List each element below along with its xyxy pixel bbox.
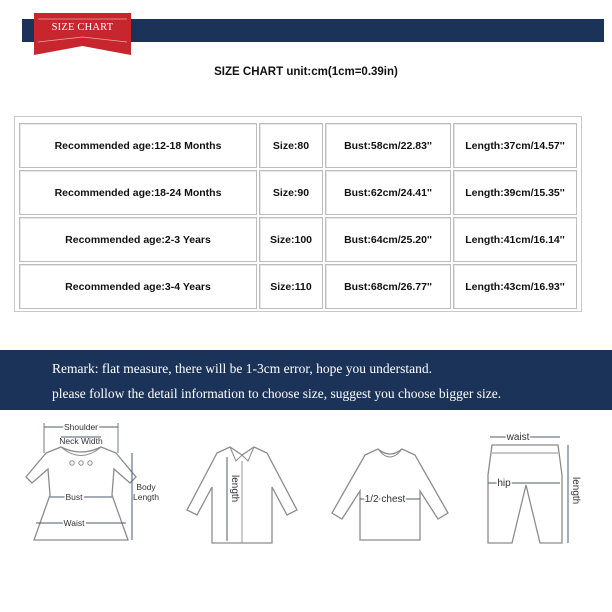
pants-waist-label: waist <box>506 432 530 443</box>
table-cell-size: Size:110 <box>259 264 323 309</box>
table-cell-size: Size:80 <box>259 123 323 168</box>
dress-bust-label: Bust <box>65 492 83 502</box>
table-cell-age: Recommended age:2-3 Years <box>19 217 257 262</box>
shirt-measure-diagram <box>172 415 312 555</box>
table-cell-age: Recommended age:3-4 Years <box>19 264 257 309</box>
table-cell-length: Length:41cm/16.14'' <box>453 217 577 262</box>
pants-length-label: length <box>570 477 581 505</box>
table-cell-bust: Bust:68cm/26.77'' <box>325 264 451 309</box>
dress-waist-label: Waist <box>63 518 85 528</box>
table-cell-length: Length:39cm/15.35'' <box>453 170 577 215</box>
pants-hip-label: hip <box>497 478 511 489</box>
dress-body-label: Body <box>136 482 156 492</box>
table-cell-bust: Bust:64cm/25.20'' <box>325 217 451 262</box>
remark-line-2: please follow the detail information to choose size, suggest you choose bigger size. <box>52 386 502 401</box>
dress-shoulder-label: Shoulder <box>63 422 99 432</box>
dress-length-label: Length <box>133 492 159 502</box>
table-cell-size: Size:100 <box>259 217 323 262</box>
table-cell-bust: Bust:62cm/24.41'' <box>325 170 451 215</box>
sweater-chest-label: 1/2 chest <box>364 494 406 505</box>
page-title: SIZE CHART unit:cm(1cm=0.39in) <box>214 66 398 78</box>
table-cell-age: Recommended age:12-18 Months <box>19 123 257 168</box>
size-table <box>14 116 582 312</box>
table-cell-bust: Bust:58cm/22.83'' <box>325 123 451 168</box>
pants-measure-diagram <box>470 415 600 555</box>
sweater-measure-diagram <box>320 415 460 555</box>
dress-measure-diagram <box>6 415 166 555</box>
table-cell-length: Length:43cm/16.93'' <box>453 264 577 309</box>
table-cell-length: Length:37cm/14.57'' <box>453 123 577 168</box>
dress-neck-label: Neck Width <box>59 436 103 446</box>
size-chart-badge: SIZE CHART <box>51 22 114 33</box>
shirt-length-label: length <box>229 475 240 503</box>
table-cell-age: Recommended age:18-24 Months <box>19 170 257 215</box>
table-cell-size: Size:90 <box>259 170 323 215</box>
size-chart-ribbon <box>34 13 131 55</box>
remark-line-1: Remark: flat measure, there will be 1-3cm error, hope you understand. <box>52 361 432 376</box>
